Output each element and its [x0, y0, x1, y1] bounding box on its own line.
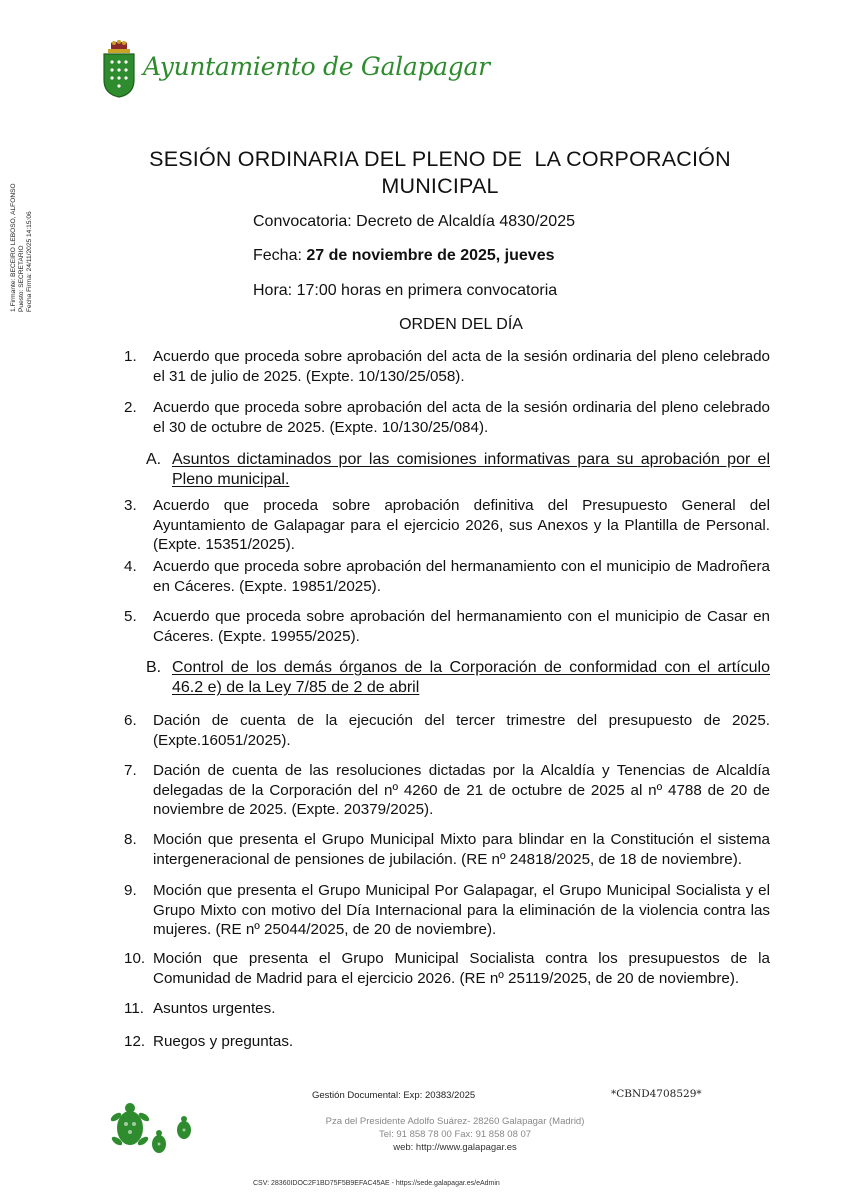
agenda-item: [124, 711, 770, 750]
signature-stamp: [10, 142, 34, 312]
item-number: 8.: [124, 831, 137, 848]
item-text: Acuerdo que proceda sobre aprobación definitiva del Presupuesto General del Ayuntamiento de Galapagar para el ejercicio 2026, sus Anexos y la Plantilla de Personal. (Expte. 15351/2025).: [153, 497, 770, 553]
agenda-item: [124, 1032, 770, 1052]
fecha: [253, 247, 555, 265]
barcode-text: *CBND4708529*: [611, 1088, 702, 1100]
convocatoria: Convocatoria: Decreto de Alcaldía 4830/2025: [253, 213, 575, 230]
item-number: 6.: [124, 712, 137, 729]
agenda-section: [146, 658, 770, 698]
sign-date-line: Fecha Firma: 24/11/2025 14:15:06: [26, 211, 33, 312]
coat-of-arms-icon: [101, 40, 137, 98]
item-number: 10.: [124, 950, 146, 967]
agenda-item: [124, 496, 770, 555]
agenda-item: [124, 830, 770, 869]
agenda-section: [146, 450, 770, 490]
item-text: Acuerdo que proceda sobre aprobación del acta de la sesión ordinaria del pleno celebrado el 30 de octubre de 2025. (Expte. 10/130/25/084).: [153, 399, 770, 436]
section-text: Control de los demás órganos de la Corporación de conformidad con el artículo 46.2 e) de la Ley 7/85 de 2 de abril: [172, 659, 770, 696]
phone-fax: Tel: 91 858 78 00 Fax: 91 858 08 07: [378, 1129, 532, 1140]
document-title: [120, 146, 760, 200]
agenda-item: [124, 607, 770, 646]
item-text: Moción que presenta el Grupo Municipal Por Galapagar, el Grupo Municipal Socialista y el Grupo Mixto con motivo del Día Internacional para la eliminación de la violencia contra las mujeres. (RE nº 25044/2025, de 20 de noviembre).: [153, 882, 770, 938]
item-text: Moción que presenta el Grupo Municipal Socialista contra los presupuestos de la Comunidad de Madrid para el ejercicio 2026. (RE nº 25119/2025, de 20 de noviembre).: [153, 950, 770, 987]
address: Pza del Presidente Adolfo Suárez- 28260 Galapagar (Madrid): [325, 1116, 585, 1127]
agenda-item: [124, 949, 770, 988]
organization-name: Ayuntamiento de Galapagar: [143, 52, 490, 81]
item-text: Moción que presenta el Grupo Municipal Mixto para blindar en la Constitución el sistema intergeneracional de pensiones de jubilación. (RE nº 24818/2025, de 18 de noviembre).: [153, 831, 770, 868]
section-letter: B.: [146, 659, 162, 676]
item-number: 1.: [124, 348, 137, 365]
section-text: Asuntos dictaminados por las comisiones informativas para su aprobación por el Pleno municipal.: [172, 451, 770, 488]
agenda-item: [124, 881, 770, 940]
agenda-item: [124, 398, 770, 437]
website: web: http://www.galapagar.es: [393, 1142, 517, 1153]
agenda-heading: ORDEN DEL DÍA: [399, 316, 523, 333]
agenda-item: [124, 761, 770, 820]
item-text: Acuerdo que proceda sobre aprobación del hermanamiento con el municipio de Casar en Cáceres. (Expte. 19955/2025).: [153, 608, 770, 645]
fecha-value: 27 de noviembre de 2025, jueves: [306, 247, 555, 264]
item-number: 2.: [124, 399, 137, 416]
title-line-1: SESIÓN ORDINARIA DEL PLENO DE LA CORPORACIÓN: [149, 147, 731, 171]
item-number: 3.: [124, 497, 137, 514]
item-text: Acuerdo que proceda sobre aprobación del hermanamiento con el municipio de Madroñera en Cáceres. (Expte. 19851/2025).: [153, 558, 770, 595]
agenda-item: [124, 557, 770, 596]
item-text: Dación de cuenta de la ejecución del tercer trimestre del presupuesto de 2025. (Expte.16051/2025).: [153, 712, 770, 749]
agenda-item: [124, 999, 770, 1019]
position-line: Puesto: SECRETARIO: [18, 245, 25, 312]
title-line-2: MUNICIPAL: [381, 174, 499, 198]
agenda-item: [124, 347, 770, 386]
csv-verification: CSV: 28360IDOC2F1BD75F5B9EFAC45AE - https://sede.galapagar.es/eAdmin: [253, 1180, 500, 1187]
document-management-ref: Gestión Documental: Exp: 20383/2025: [312, 1090, 476, 1101]
section-letter: A.: [146, 451, 162, 468]
fecha-label: Fecha:: [253, 247, 307, 264]
item-number: 5.: [124, 608, 137, 625]
item-text: Ruegos y preguntas.: [153, 1033, 294, 1050]
item-number: 12.: [124, 1033, 146, 1050]
item-number: 9.: [124, 882, 137, 899]
item-number: 4.: [124, 558, 137, 575]
item-number: 7.: [124, 762, 137, 779]
signer-line: 1.Firmante: BECEIRO LEBOSO, ALFONSO: [10, 183, 17, 312]
item-text: Asuntos urgentes.: [153, 1000, 276, 1017]
hora: Hora: 17:00 horas en primera convocatoria: [253, 282, 558, 299]
item-text: Acuerdo que proceda sobre aprobación del acta de la sesión ordinaria del pleno celebrado el 31 de julio de 2025. (Expte. 10/130/25/058).: [153, 348, 770, 385]
item-number: 11.: [124, 1000, 144, 1017]
item-text: Dación de cuenta de las resoluciones dictadas por la Alcaldía y Tenencias de Alcaldía delegadas de la Corporación del nº 4260 de 21 de octubre de 2025 al nº 4788 de 20 de noviembre de 2025. (Expte. 20379/2025).: [153, 762, 770, 818]
